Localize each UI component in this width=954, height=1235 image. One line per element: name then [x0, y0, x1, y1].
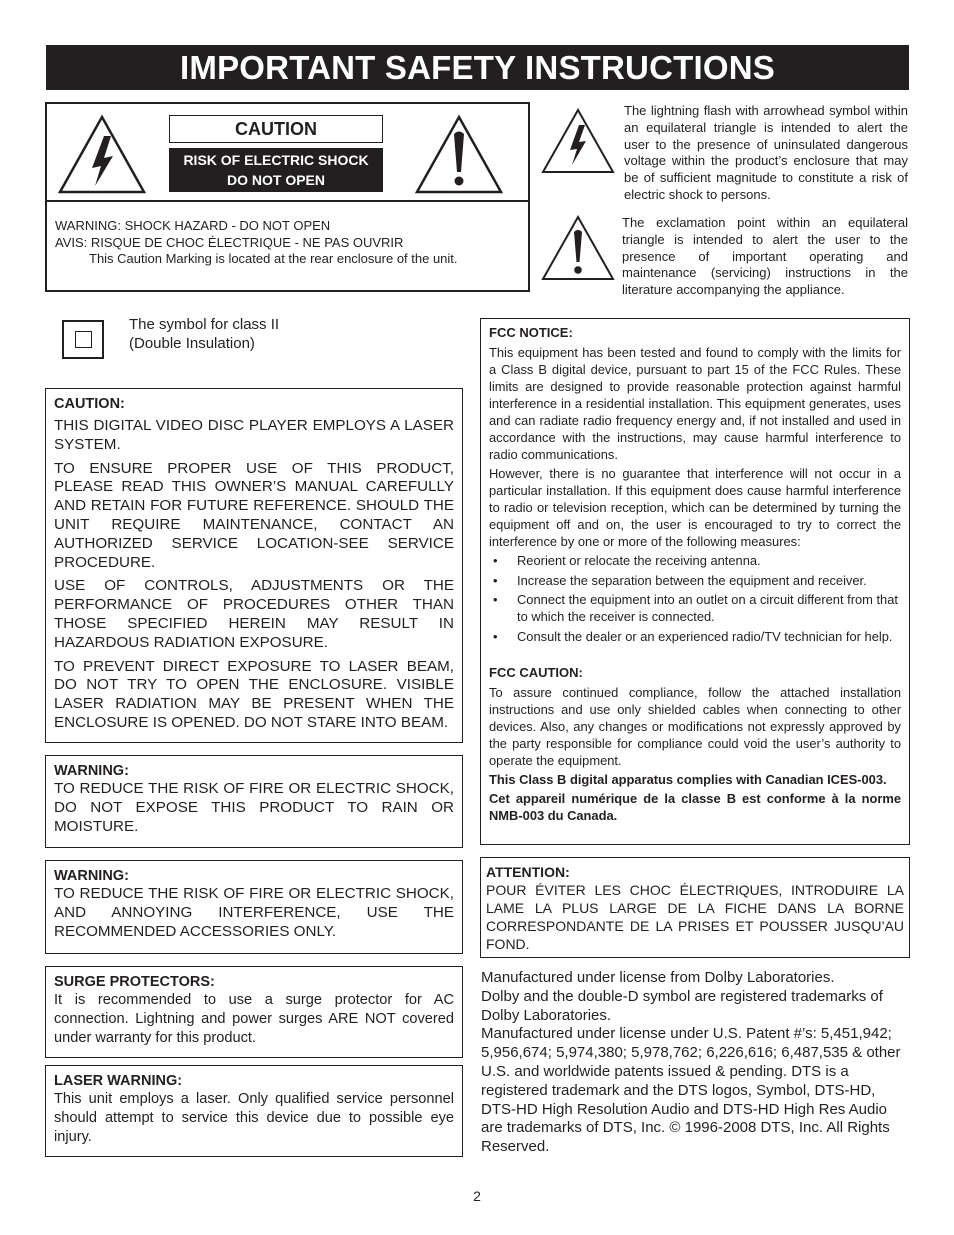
- double-insulation-inner-square: [75, 331, 92, 348]
- fcc-notice-p1: This equipment has been tested and found to comply with the limits for a Class B digital device, pursuant to part 15 of the FCC Rules. These limits are designed to provide reasonable protection against harmful interference in a residential installation. This equipment generates, uses and can radiate radio frequency energy and, if not installed and used in accordance with the instructions, may cause harmful interference to radio communications.: [489, 345, 901, 462]
- exclamation-symbol-text: The exclamation point within an equilateral triangle is intended to alert the user to the presence of important operating and maintenance (servicing) instructions in the literature accompanying the appliance.: [622, 215, 908, 298]
- class2-text: [129, 316, 279, 353]
- laser-caution-p3: USE OF CONTROLS, ADJUSTMENTS OR THE PERFORMANCE OF PROCEDURES OTHER THAN THOSE SPECIFIED HEREIN MAY RESULT IN HAZARDOUS RADIATION EXPOSURE.: [54, 577, 454, 651]
- risk-of-shock-label: [169, 148, 383, 192]
- caution-panel-header: [47, 104, 528, 202]
- exclamation-triangle-icon: [414, 114, 504, 194]
- canada-compliance-en: This Class B digital apparatus complies with Canadian ICES-003.: [489, 771, 887, 787]
- warning-accessories-text: TO REDUCE THE RISK OF FIRE OR ELECTRIC SHOCK, AND ANNOYING INTERFERENCE, USE THE RECOMMENDED ACCESSORIES ONLY.: [54, 885, 454, 940]
- laser-caution-p1: THIS DIGITAL VIDEO DISC PLAYER EMPLOYS A LASER SYSTEM.: [54, 417, 454, 453]
- list-item: • Consult the dealer or an experienced radio/TV technician for help.: [489, 628, 901, 645]
- exclamation-symbol-icon: [541, 215, 615, 281]
- fcc-notice-heading: FCC NOTICE:: [489, 325, 573, 340]
- attention-heading: ATTENTION:: [486, 864, 570, 880]
- fcc-notice-p2: However, there is no guarantee that interference will not occur in a particular installation. If this equipment does cause harmful interference to radio or television reception, which can be determined by turning the equipment off and on, the user is encouraged to try to correct the interference by one or more of the following measures:: [489, 466, 901, 549]
- laser-caution-p4: TO PREVENT DIRECT EXPOSURE TO LASER BEAM, DO NOT TRY TO OPEN THE ENCLOSURE. VISIBLE LASER RADIATION MAY BE PRESENT WHEN THE ENCLOSURE IS OPENED. DO NOT STARE INTO BEAM.: [54, 657, 454, 731]
- class2-line2: (Double Insulation): [129, 334, 255, 352]
- warning-rain-text: TO REDUCE THE RISK OF FIRE OR ELECTRIC SHOCK, DO NOT EXPOSE THIS PRODUCT TO RAIN OR MOISTURE.: [54, 780, 454, 835]
- dts-license: Manufactured under license under U.S. Patent #’s: 5,451,942; 5,956,674; 5,974,380; 5,978,762; 6,226,616; 6,487,535 & other U.S. and worldwide patents issued & pending. DTS is a registered trademark and the DTS logos, Symbol, DTS-HD, DTS-HD High Resolution Audio and DTS-HD High Res Audio are trademarks of DTS, Inc. © 1996-2008 DTS, Inc. All Rights Reserved.: [481, 1025, 901, 1156]
- lightning-symbol-text: The lightning flash with arrowhead symbol within an equilateral triangle is intended to alert the user to the presence of uninsulated dangerous voltage within the product’s enclosure that may be of sufficient magnitude to constitute a risk of electric shock to persons.: [624, 103, 908, 202]
- list-item: • Reorient or relocate the receiving antenna.: [489, 552, 901, 569]
- surge-protectors-box: [45, 966, 463, 1058]
- laser-warning-box: [45, 1065, 463, 1157]
- warning-rain-box: [45, 755, 463, 848]
- warning-rain-heading: WARNING:: [54, 763, 129, 779]
- attention-box: [480, 857, 910, 958]
- laser-warning-text: This unit employs a laser. Only qualified service personnel should attempt to service this device due to possible eye injury.: [54, 1091, 454, 1145]
- surge-protectors-heading: SURGE PROTECTORS:: [54, 974, 215, 990]
- surge-protectors-text: It is recommended to use a surge protector for AC connection. Lightning and power surges ARE NOT covered under warranty for this product.: [54, 992, 454, 1046]
- marking-note: This Caution Marking is located at the rear enclosure of the unit.: [89, 251, 458, 266]
- fcc-notice-box: [480, 318, 910, 845]
- canada-compliance-fr: Cet appareil numérique de la classe B est conforme à la norme NMB-003 du Canada.: [489, 790, 901, 823]
- dolby-line2: Dolby and the double-D symbol are registered trademarks of Dolby Laboratories.: [481, 987, 883, 1024]
- lightning-symbol-icon: [541, 108, 615, 174]
- warning-fr: AVIS: RISQUE DE CHOC ÉLECTRIQUE - NE PAS OUVRIR: [55, 234, 404, 250]
- fcc-caution-text: To assure continued compliance, follow the attached installation instructions and use only shielded cables when connecting to other devices. Also, any changes or modifications not expressly approved by the party responsible for compliance could void the user’s authority to operate the equipment.: [489, 684, 901, 768]
- caution-panel: [45, 102, 530, 292]
- warning-accessories-heading: WARNING:: [54, 868, 129, 884]
- warning-accessories-box: [45, 860, 463, 954]
- license-text: [481, 969, 911, 1157]
- caution-label: CAUTION: [169, 115, 383, 143]
- risk-line: RISK OF ELECTRIC SHOCK: [183, 152, 369, 168]
- warning-en: WARNING: SHOCK HAZARD - DO NOT OPEN: [55, 218, 331, 233]
- page-title: IMPORTANT SAFETY INSTRUCTIONS: [46, 45, 909, 90]
- laser-caution-heading: CAUTION:: [54, 396, 125, 412]
- do-not-open-line: DO NOT OPEN: [226, 172, 325, 188]
- caution-panel-text: [55, 218, 458, 268]
- page-number: 2: [473, 1188, 481, 1204]
- lightning-triangle-icon: [57, 114, 147, 194]
- list-item: • Increase the separation between the equipment and receiver.: [489, 572, 901, 589]
- laser-caution-p2: TO ENSURE PROPER USE OF THIS PRODUCT, PLEASE READ THIS OWNER’S MANUAL CAREFULLY AND RETAIN FOR FUTURE REFERENCE. SHOULD THE UNIT REQUIRE MAINTENANCE, CONTACT AN AUTHORIZED SERVICE LOCATION-SEE SERVICE PROCEDURE.: [54, 459, 454, 571]
- fcc-measures-list: [489, 552, 901, 645]
- laser-caution-box: [45, 388, 463, 743]
- attention-text: POUR ÉVITER LES CHOC ÉLECTRIQUES, INTRODUIRE LA LAME LA PLUS LARGE DE LA FICHE DANS LA BORNE CORRESPONDANTE DE LA PRISES ET POUSSER JUSQU’AU FOND.: [486, 882, 904, 952]
- fcc-caution-heading: FCC CAUTION:: [489, 664, 583, 680]
- dolby-line1: Manufactured under license from Dolby Laboratories.: [481, 969, 835, 986]
- laser-warning-heading: LASER WARNING:: [54, 1073, 183, 1089]
- double-insulation-icon: [62, 320, 104, 359]
- list-item: • Connect the equipment into an outlet on a circuit different from that to which the receiver is connected.: [489, 591, 901, 625]
- class2-line1: The symbol for class II: [129, 316, 280, 333]
